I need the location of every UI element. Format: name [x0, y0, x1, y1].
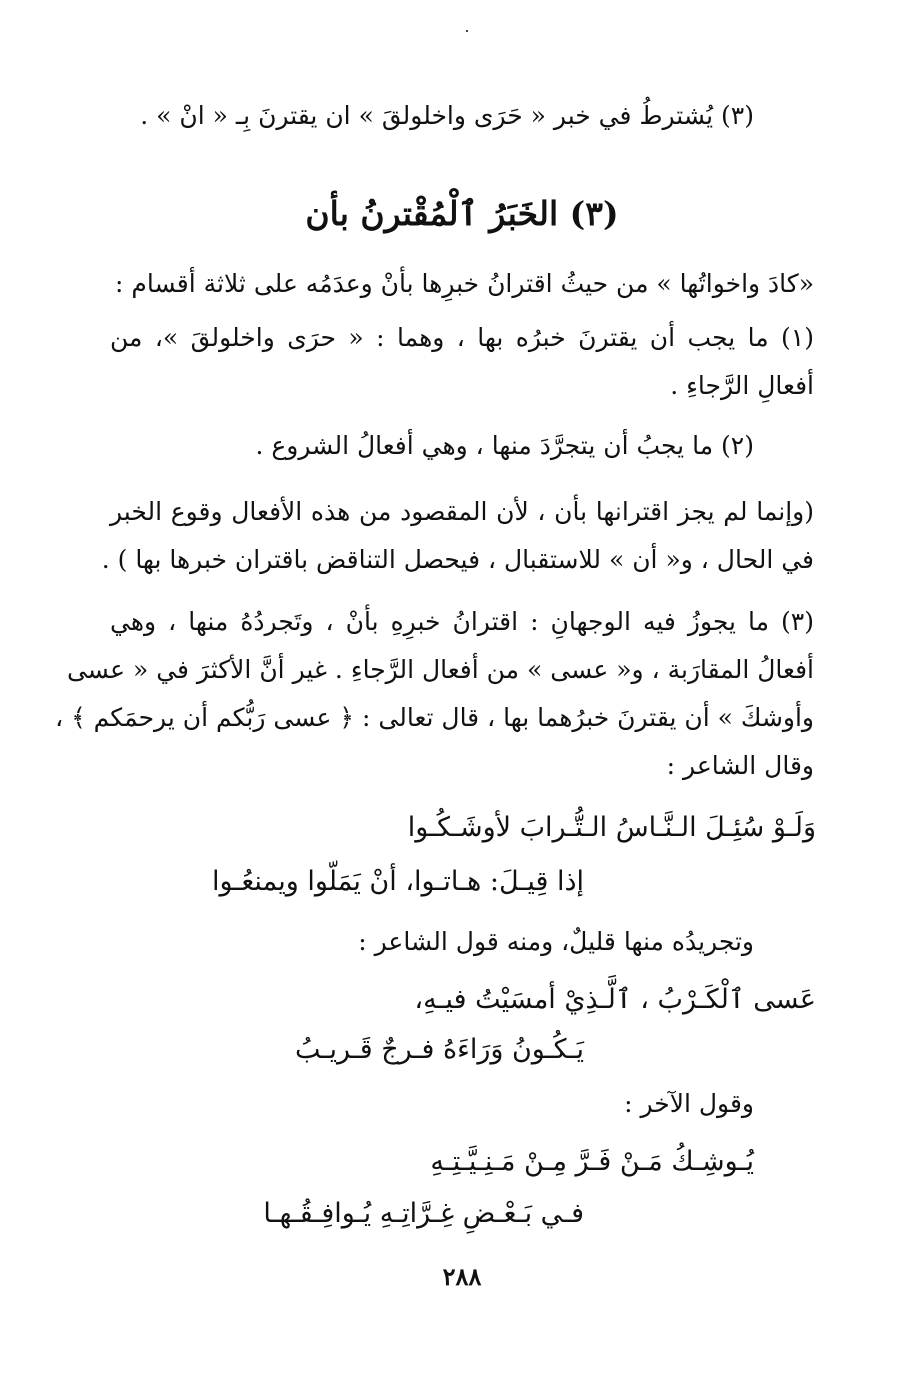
page-number: ٢٨٨	[442, 1262, 482, 1291]
poem-verse: وَلَـوْ سُئِـلَ الـنَّـاسُ الـتُّـرابَ لأوشَـكُـوا	[407, 812, 816, 843]
text-line: (٣) ما يجوزُ فيه الوجهانِ : اقترانُ خبرِهِ بأنْ ، وتَجردُهُ منها ، وهي	[110, 607, 814, 636]
footnote-line: (٣) يُشترطُ في خبر « حَرَى واخلولقَ » ان يقترنَ بِـ « انْ » .	[140, 101, 754, 130]
text-line: وقول الآخر :	[624, 1089, 754, 1118]
text-line: (٢) ما يجبُ أن يتجرَّدَ منها ، وهي أفعالُ الشروع .	[255, 431, 754, 460]
poem-verse: يُـوشِـكُ مَـنْ فَـرَّ مِـنْ مَـنِـيَّـتِـهِ	[430, 1146, 754, 1177]
text-line: أفعالِ الرَّجاءِ .	[670, 371, 814, 400]
text-line: وتجريدُه منها قليلٌ، ومنه قول الشاعر :	[358, 927, 754, 956]
text-line: وقال الشاعر :	[666, 751, 814, 780]
text-line: أفعالُ المقارَبة ، و« عسى » من أفعال الرَّجاءِ . غير أنَّ الأكثرَ في « عسى	[66, 655, 814, 684]
poem-verse: يَـكُـونُ وَرَاءَهُ فـرجٌ قَـريـبُ	[295, 1034, 584, 1065]
text-line: «كادَ واخواتُها » من حيثُ اقترانُ خبرِها بأنْ وعدَمُه على ثلاثة أقسام :	[115, 269, 814, 298]
print-mark	[466, 30, 468, 32]
text-line: وأوشكَ » أن يقترنَ خبرُهما بها ، قال تعالى : ﴿ عسى رَبُّكم أن يرحمَكم ﴾ ،	[55, 703, 814, 732]
text-line: في الحال ، و« أن » للاستقبال ، فيحصل التناقض باقتران خبرها بها ) .	[101, 545, 814, 574]
section-heading: (٣) الخَبَرُ ٱلْمُقْترنُ بأن	[305, 194, 619, 233]
poem-verse: إذا قِيـلَ: هـاتـوا، أنْ يَمَلّوا ويمنعُـوا	[212, 866, 584, 897]
text-line: (وإنما لم يجز اقترانها بأن ، لأن المقصود من هذه الأفعال وقوع الخبر	[110, 497, 814, 526]
poem-verse: فـي بَـعْـضِ غِـرَّاتِـهِ يُـوافِـقُـهـا	[263, 1198, 584, 1229]
text-line: (١) ما يجب أن يقترنَ خبرُه بها ، وهما : « حرَى واخلولقَ »، من	[110, 323, 814, 352]
poem-verse: عَسى ٱلْكَـرْبُ ، ٱلَّـذِيْ أمسَيْتُ فيـهِ،	[414, 984, 816, 1015]
